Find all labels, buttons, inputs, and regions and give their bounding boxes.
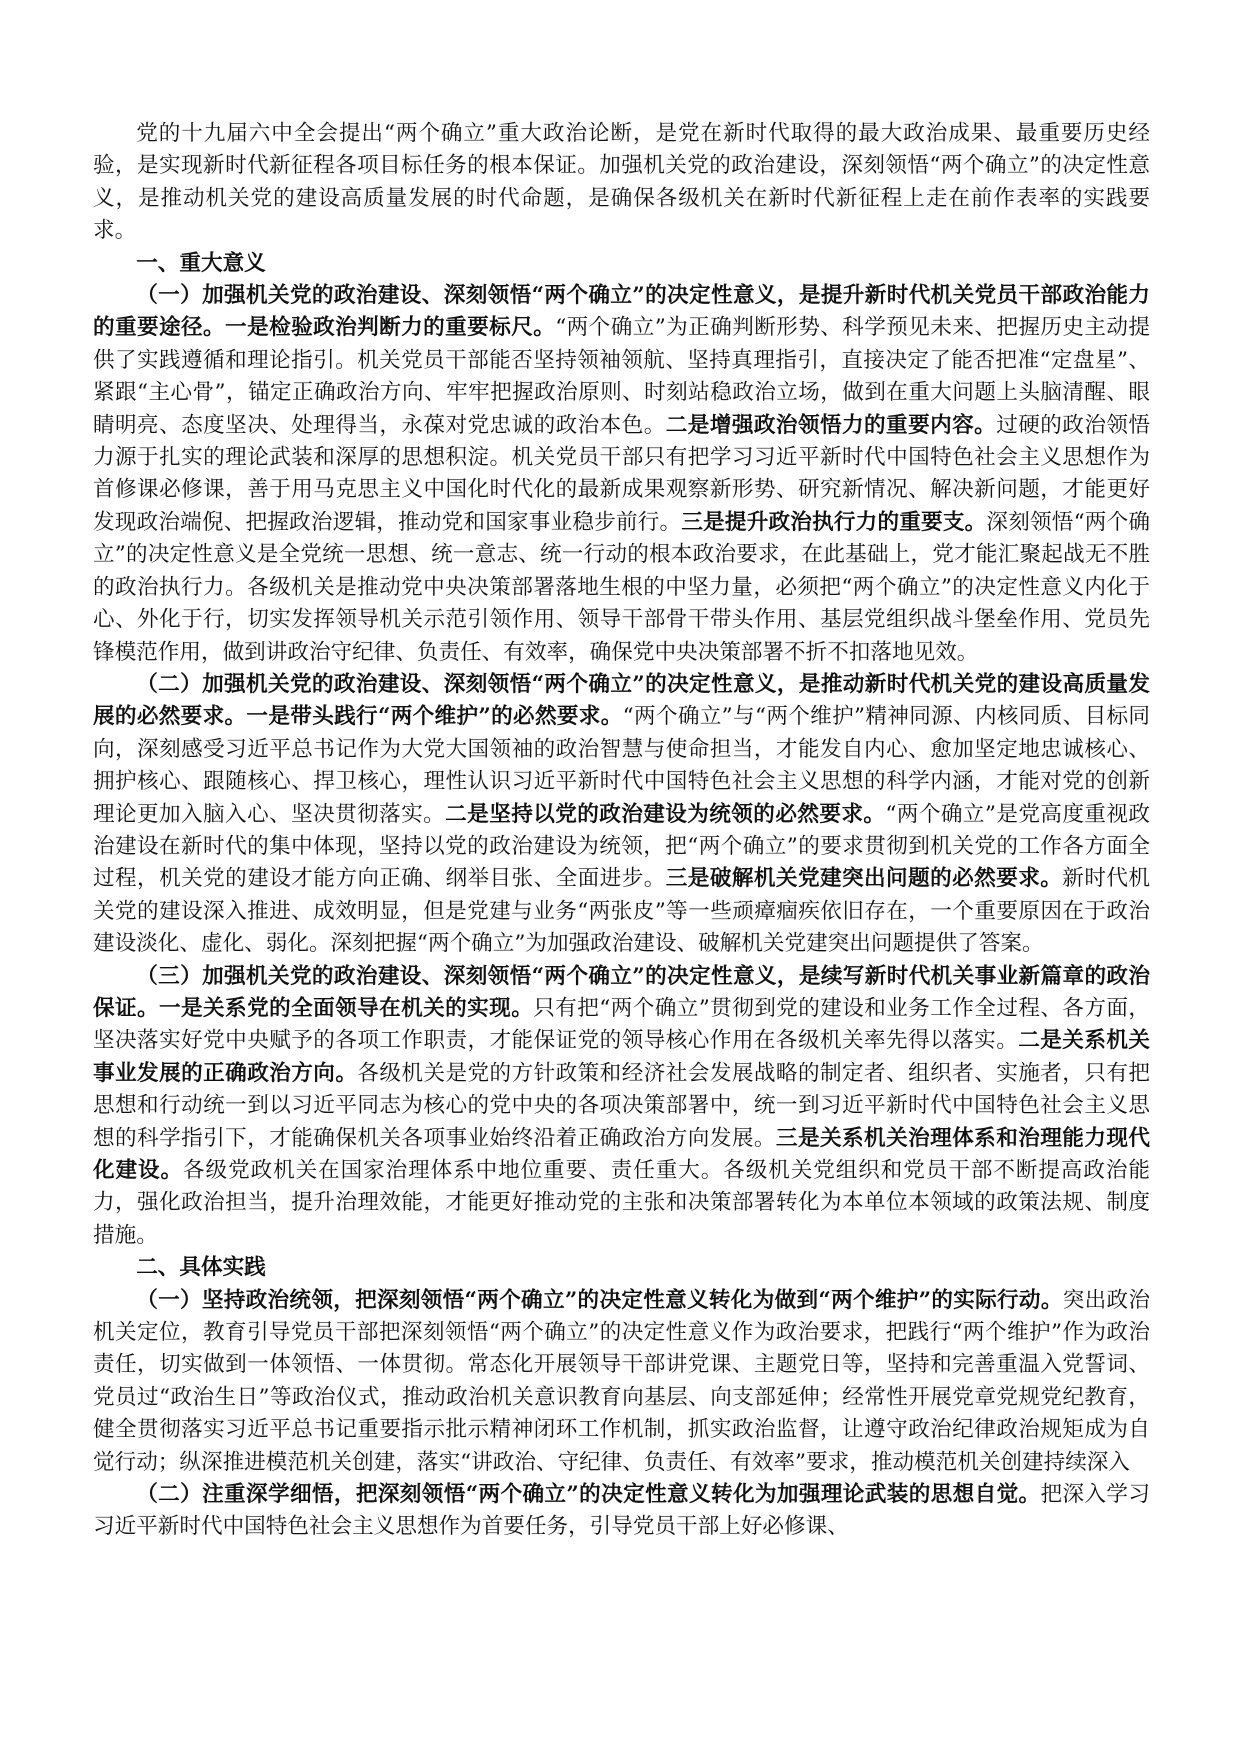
- paragraph-text: 只有把“两个确立”贯彻到党的建设和业务工作全过程、各方面，坚决落实好党中央赋予的各项工作职责，才能保证党的领导核心作用在各级机关率先得以落实。: [93, 995, 1150, 1054]
- practice-paragraph-2: [93, 1479, 1150, 1544]
- section-heading-text: 一、重大意义: [136, 250, 266, 276]
- paragraph-point: 二是关系机关事业发展的正确政治方向。: [93, 1028, 1150, 1086]
- paragraph-lead: （三）加强机关党的政治建设、深刻领悟“两个确立”的决定性意义，是续写新时代机关事业新篇章的政治保证。一是关系党的全面领导在机关的实现。: [93, 963, 1150, 1021]
- practice-paragraph-1: [93, 1285, 1150, 1479]
- paragraph-text: 各级机关是党的方针政策和经济社会发展战略的制定者、组织者、实施者，只有把思想和行动统一到以习近平同志为核心的党中央的各项决策部署中，统一到习近平新时代中国特色社会主义思想的科学指引下，才能确保机关各项事业始终沿着正确政治方向发展。: [93, 1060, 1150, 1151]
- section-heading-practice: [93, 1252, 1150, 1284]
- paragraph-text: “两个确立”是党高度重视政治建设在新时代的集中体现，坚持以党的政治建设为统领，把“两个确立”的要求贯彻到机关党的工作各方面全过程，机关党的建设才能方向正确、纲举目张、全面进步。: [93, 801, 1150, 892]
- significance-paragraph-3: [93, 961, 1150, 1253]
- paragraph-text: 各级党政机关在国家治理体系中地位重要、责任重大。各级机关党组织和党员干部不断提高政治能力，强化政治担当，提升治理效能，才能更好推动党的主张和决策部署转化为本单位本领域的政策法规、制度措施。: [93, 1158, 1150, 1248]
- section-heading-significance: [93, 248, 1150, 280]
- document-page: [93, 118, 1150, 1544]
- significance-paragraph-1: [93, 280, 1150, 669]
- paragraph-text: 把深入学习习近平新时代中国特色社会主义思想作为首要任务，引导党员干部上好必修课、: [93, 1482, 1150, 1540]
- paragraph-point: 二是增强政治领悟力的重要内容。: [665, 412, 997, 438]
- intro-text: 党的十九届六中全会提出“两个确立”重大政治论断，是党在新时代取得的最大政治成果、最重要历史经验，是实现新时代新征程各项目标任务的根本保证。加强机关党的政治建设，深刻领悟“两个确立”的决定性意义，是推动机关党的建设高质量发展的时代命题，是确保各级机关在新时代新征程上走在前作表率的实践要求。: [93, 121, 1150, 244]
- paragraph-text: “两个确立”为正确判断形势、科学预见未来、把握历史主动提供了实践遵循和理论指引。机关党员干部能否坚持领袖领航、坚持真理指引，直接决定了能否把准“定盘星”、紧跟“主心骨”，锚定正确政治方向、牢牢把握政治原则、时刻站稳政治立场，做到在重大问题上头脑清醒、眼睛明亮、态度坚决、处理得当，永葆对党忠诚的政治本色。: [93, 315, 1150, 438]
- paragraph-text: 深刻领悟“两个确立”的决定性意义是全党统一思想、统一意志、统一行动的根本政治要求，在此基础上，党才能汇聚起战无不胜的政治执行力。各级机关是推动党中央决策部署落地生根的中坚力量，必须把“两个确立”的决定性意义内化于心、外化于行，切实发挥领导机关示范引领作用、领导干部骨干带头作用、基层党组织战斗堡垒作用、党员先锋模范作用，做到讲政治守纪律、负责任、有效率，确保党中央决策部署不折不扣落地见效。: [93, 509, 1150, 665]
- paragraph-text: 突出政治机关定位，教育引导党员干部把深刻领悟“两个确立”的决定性意义作为政治要求，把践行“两个维护”作为政治责任，切实做到一体领悟、一体贯彻。常态化开展领导干部讲党课、主题党日等，坚持和完善重温入党誓词、党员过“政治生日”等政治仪式，推动政治机关意识教育向基层、向支部延伸；经常性开展党章党规党纪教育，健全贯彻落实习近平总书记重要指示批示精神闭环工作机制，抓实政治监督，让遵守政治纪律政治规矩成为自觉行动；纵深推进模范机关创建，落实“讲政治、守纪律、负责任、有效率”要求，推动模范机关创建持续深入: [93, 1287, 1150, 1475]
- section-heading-text: 二、具体实践: [136, 1255, 266, 1281]
- paragraph-lead: （一）加强机关党的政治建设、深刻领悟“两个确立”的决定性意义，是提升新时代机关党员干部政治能力的重要途径。一是检验政治判断力的重要标尺。: [93, 283, 1150, 341]
- paragraph-lead: （二）注重深学细悟，把深刻领悟“两个确立”的决定性意义转化为加强理论武装的思想自觉。: [136, 1482, 1041, 1508]
- paragraph-lead: （二）加强机关党的政治建设、深刻领悟“两个确立”的决定性意义，是推动新时代机关党的建设高质量发展的必然要求。一是带头践行“两个维护”的必然要求。: [93, 671, 1150, 730]
- paragraph-point: 三是关系机关治理体系和治理能力现代化建设。: [93, 1125, 1150, 1183]
- paragraph-point: 三是破解机关党建突出问题的必然要求。: [665, 866, 1063, 892]
- paragraph-text: 新时代机关党的建设深入推进、成效明显，但是党建与业务“两张皮”等一些顽瘴痼疾依旧存在，一个重要原因在于政治建设淡化、虚化、弱化。深刻把握“两个确立”为加强政治建设、破解机关党建突出问题提供了答案。: [93, 866, 1150, 957]
- paragraph-lead: （一）坚持政治统领，把深刻领悟“两个确立”的决定性意义转化为做到“两个维护”的实际行动。: [136, 1287, 1063, 1313]
- paragraph-text: “两个确立”与“两个维护”精神同源、内核同质、目标同向，深刻感受习近平总书记作为大党大国领袖的政治智慧与使命担当，才能发自内心、愈加坚定地忠诚核心、拥护核心、跟随核心、捍卫核心，理性认识习近平新时代中国特色社会主义思想的科学内涵，才能对党的创新理论更加入脑入心、坚决贯彻落实。: [93, 704, 1150, 827]
- paragraph-point: 二是坚持以党的政治建设为统领的必然要求。: [445, 801, 886, 827]
- paragraph-point: 三是提升政治执行力的重要支。: [681, 509, 987, 535]
- intro-paragraph: [93, 118, 1150, 248]
- significance-paragraph-2: [93, 669, 1150, 961]
- paragraph-text: 过硬的政治领悟力源于扎实的理论武装和深厚的思想积淀。机关党员干部只有把学习习近平新时代中国特色社会主义思想作为首修课必修课，善于用马克思主义中国化时代化的最新成果观察新形势、研究新情况、解决新问题，才能更好发现政治端倪、把握政治逻辑，推动党和国家事业稳步前行。: [93, 412, 1150, 535]
